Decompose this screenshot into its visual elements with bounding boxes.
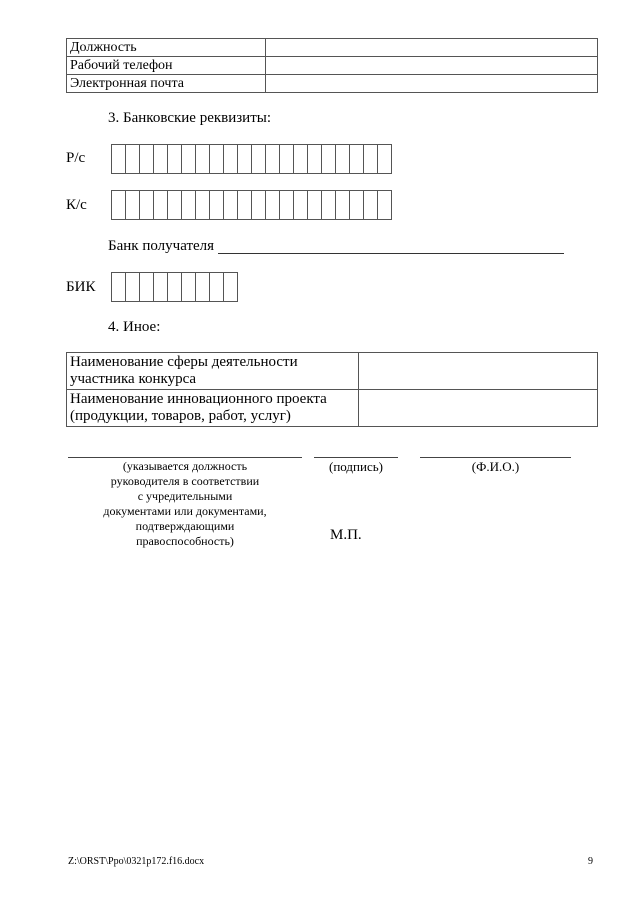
digit-box[interactable] <box>322 145 336 173</box>
table-row <box>67 353 598 390</box>
digit-box[interactable] <box>126 191 140 219</box>
digit-box[interactable] <box>182 273 196 301</box>
full-name-caption: (Ф.И.О.) <box>471 459 520 474</box>
position-caption-line: правоспособность) <box>136 534 234 548</box>
digit-box[interactable] <box>168 273 182 301</box>
digit-box[interactable] <box>322 191 336 219</box>
position-caption-line: подтверждающими <box>135 519 235 533</box>
digit-box[interactable] <box>336 191 350 219</box>
digit-box[interactable] <box>238 191 252 219</box>
project-name-label-line1: Наименование инновационного проекта <box>70 391 327 407</box>
digit-box[interactable] <box>280 191 294 219</box>
activity-sphere-value[interactable] <box>359 353 598 390</box>
digit-box[interactable] <box>168 145 182 173</box>
digit-box[interactable] <box>364 191 378 219</box>
digit-box[interactable] <box>112 273 126 301</box>
digit-box[interactable] <box>182 145 196 173</box>
digit-box[interactable] <box>308 145 322 173</box>
digit-box[interactable] <box>224 145 238 173</box>
bank-name-label: Банк получателя <box>108 238 215 254</box>
project-name-value[interactable] <box>359 390 598 427</box>
digit-box[interactable] <box>196 273 210 301</box>
digit-box[interactable] <box>210 191 224 219</box>
digit-box[interactable] <box>350 191 364 219</box>
rs-digit-boxes[interactable] <box>111 144 392 174</box>
position-signature-line[interactable] <box>68 457 302 458</box>
digit-box[interactable] <box>126 273 140 301</box>
other-heading: 4. Иное: <box>108 319 161 335</box>
position-caption-line: с учредительными <box>137 489 233 503</box>
contact-table <box>66 38 598 93</box>
signature-line[interactable] <box>314 457 398 458</box>
work-phone-label: Рабочий телефон <box>67 57 266 75</box>
table-row <box>67 57 598 75</box>
digit-box[interactable] <box>210 145 224 173</box>
digit-box[interactable] <box>112 145 126 173</box>
digit-box[interactable] <box>154 273 168 301</box>
digit-box[interactable] <box>280 145 294 173</box>
signature-caption: (подпись) <box>329 459 383 474</box>
table-row <box>67 75 598 93</box>
ks-label: К/с <box>66 197 87 213</box>
digit-box[interactable] <box>294 145 308 173</box>
position-caption-line: документами или документами, <box>103 504 267 518</box>
digit-box[interactable] <box>336 145 350 173</box>
table-row <box>67 39 598 57</box>
bik-digit-boxes[interactable] <box>111 272 238 302</box>
bank-name-line[interactable] <box>218 253 564 254</box>
digit-box[interactable] <box>350 145 364 173</box>
position-caption-line: руководителя в соответствии <box>110 474 260 488</box>
digit-box[interactable] <box>238 145 252 173</box>
digit-box[interactable] <box>140 145 154 173</box>
email-label: Электронная почта <box>67 75 266 93</box>
digit-box[interactable] <box>224 191 238 219</box>
table-row <box>67 390 598 427</box>
digit-box[interactable] <box>378 191 392 219</box>
digit-box[interactable] <box>154 145 168 173</box>
bank-details-heading: 3. Банковские реквизиты: <box>108 110 272 126</box>
position-caption-line: (указывается должность <box>122 459 248 473</box>
digit-box[interactable] <box>154 191 168 219</box>
other-table <box>66 352 598 427</box>
digit-box[interactable] <box>224 273 238 301</box>
stamp-place-label: М.П. <box>330 527 362 543</box>
digit-box[interactable] <box>196 191 210 219</box>
activity-sphere-label-line1: Наименование сферы деятельности <box>70 354 298 370</box>
digit-box[interactable] <box>196 145 210 173</box>
rs-label: Р/с <box>66 150 86 166</box>
position-label: Должность <box>67 39 266 57</box>
position-caption <box>68 459 302 549</box>
email-value[interactable] <box>266 75 598 93</box>
digit-box[interactable] <box>140 191 154 219</box>
project-name-label-line2: (продукции, товаров, работ, услуг) <box>70 408 291 424</box>
digit-box[interactable] <box>308 191 322 219</box>
activity-sphere-label-line2: участника конкурса <box>70 371 197 387</box>
full-name-line[interactable] <box>420 457 571 458</box>
document-path: Z:\ORST\Ppo\0321p172.f16.docx <box>68 856 205 867</box>
ks-digit-boxes[interactable] <box>111 190 392 220</box>
work-phone-value[interactable] <box>266 57 598 75</box>
digit-box[interactable] <box>168 191 182 219</box>
digit-box[interactable] <box>252 145 266 173</box>
digit-box[interactable] <box>210 273 224 301</box>
digit-box[interactable] <box>266 191 280 219</box>
digit-box[interactable] <box>378 145 392 173</box>
project-name-label <box>67 390 359 427</box>
digit-box[interactable] <box>294 191 308 219</box>
digit-box[interactable] <box>182 191 196 219</box>
position-value[interactable] <box>266 39 598 57</box>
digit-box[interactable] <box>252 191 266 219</box>
digit-box[interactable] <box>126 145 140 173</box>
activity-sphere-label <box>67 353 359 390</box>
bik-label: БИК <box>66 279 96 295</box>
digit-box[interactable] <box>140 273 154 301</box>
digit-box[interactable] <box>364 145 378 173</box>
digit-box[interactable] <box>112 191 126 219</box>
page-number: 9 <box>588 856 593 867</box>
digit-box[interactable] <box>266 145 280 173</box>
